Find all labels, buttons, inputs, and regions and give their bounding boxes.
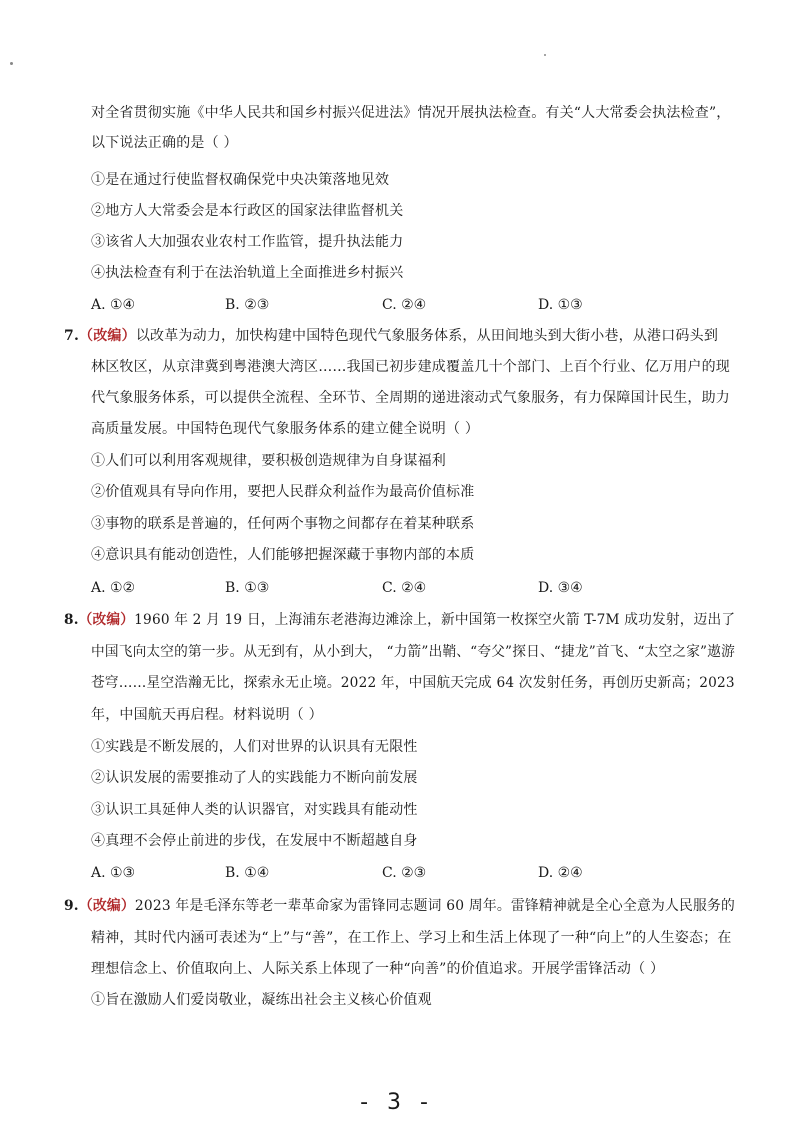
statement-item: ①人们可以利用客观规律，要积极创造规律为自身谋福利 [91,453,446,469]
statement-item: ③事物的联系是普遍的，任何两个事物之间都存在着某种联系 [91,516,475,532]
answer-option-d[interactable]: D. ②④ [538,865,583,881]
question-stem-line [64,896,735,916]
question-stem-line: 苍穹……星空浩瀚无比，探索永无止境。2022 年，中国航天完成 64 次发射任务，再创历史新高；2023 [91,675,735,691]
question-stem-line: 高质量发展。中国特色现代气象服务体系的建立健全说明（ ） [91,421,480,437]
statement-item: ③认识工具延伸人类的认识器官，对实践具有能动性 [91,802,418,818]
question-number: 9. [64,898,79,914]
statement-item: ③该省人大加强农业农村工作监管，提升执法能力 [91,234,404,250]
statement-item: ②地方人大常委会是本行政区的国家法律监督机关 [91,203,404,219]
answer-option-b[interactable]: B. ①③ [225,580,270,596]
question-stem-text: 以改革为动力，加快构建中国特色现代气象服务体系，从田间地头到大街小巷，从港口码头到 [135,328,719,344]
scan-speck [10,62,13,65]
question-stem-line: 林区牧区，从京津冀到粤港澳大湾区……我国已初步建成覆盖几十个部门、上百个行业、亿万用户的现 [91,359,730,375]
statement-item: ①实践是不断发展的，人们对世界的认识具有无限性 [91,739,418,755]
question-stem-line [64,326,718,346]
question-stem-line: 以下说法正确的是（ ） [91,135,238,151]
question-stem-line: 中国飞向太空的第一步。从无到有，从小到大， “力箭”出鞘、“夸父”探日、“捷龙”首飞、“太空之家”遨游 [91,644,735,660]
question-stem-line: 理想信念上、价值取向上、人际关系上体现了一种“向善”的价值追求。开展学雷锋活动（ ） [91,961,665,977]
question-stem-line [64,610,735,630]
question-stem-text: 2023 年是毛泽东等老一辈革命家为雷锋同志题词 60 周年。雷锋精神就是全心全意为人民服务的 [134,898,736,914]
question-stem-line: 精神，其时代内涵可表述为“上”与“善”，在工作上、学习上和生活上体现了一种“向上”的人生姿态；在 [91,930,732,946]
statement-item: ②认识发展的需要推动了人的实践能力不断向前发展 [91,770,418,786]
answer-option-d[interactable]: D. ①③ [538,297,583,313]
answer-option-a[interactable]: A. ①③ [91,865,136,881]
answer-option-c[interactable]: C. ②④ [382,297,427,313]
question-stem-line: 代气象服务体系，可以提供全流程、全环节、全周期的递进滚动式气象服务，有力保障国计民生，助力 [91,390,730,406]
statement-item: ④意识具有能动创造性，人们能够把握深藏于事物内部的本质 [91,547,475,563]
question-stem-text: 1960 年 2 月 19 日，上海浦东老港海边滩涂上，新中国第一枚探空火箭 T-7M 成功发射，迈出了 [134,612,736,628]
adapted-tag: （改编） [78,612,135,628]
question-stem-line: 对全省贯彻实施《中华人民共和国乡村振兴促进法》情况开展执法检查。有关“人大常委会执法检查”， [91,105,731,121]
scan-speck [544,54,546,56]
statement-item: ④执法检查有利于在法治轨道上全面推进乡村振兴 [91,265,404,281]
statement-item: ②价值观具有导向作用，要把人民群众利益作为最高价值标准 [91,484,475,500]
answer-option-d[interactable]: D. ③④ [538,580,583,596]
answer-option-a[interactable]: A. ①④ [91,297,136,313]
question-stem-line: 年，中国航天再启程。材料说明（ ） [91,707,323,723]
question-number: 8. [64,612,79,628]
page-number: - 3 - [360,1090,434,1115]
answer-option-b[interactable]: B. ①④ [225,865,270,881]
question-number: 7. [64,328,80,344]
answer-option-a[interactable]: A. ①② [91,580,136,596]
statement-item: ①是在通过行使监督权确保党中央决策落地见效 [91,172,390,188]
adapted-tag: （改编） [79,328,136,344]
answer-option-c[interactable]: C. ②④ [382,580,427,596]
statement-item: ①旨在激励人们爱岗敬业，凝练出社会主义核心价值观 [91,992,432,1008]
answer-option-b[interactable]: B. ②③ [225,297,270,313]
statement-item: ④真理不会停止前进的步伐，在发展中不断超越自身 [91,833,418,849]
answer-option-c[interactable]: C. ②③ [382,865,427,881]
adapted-tag: （改编） [78,898,135,914]
